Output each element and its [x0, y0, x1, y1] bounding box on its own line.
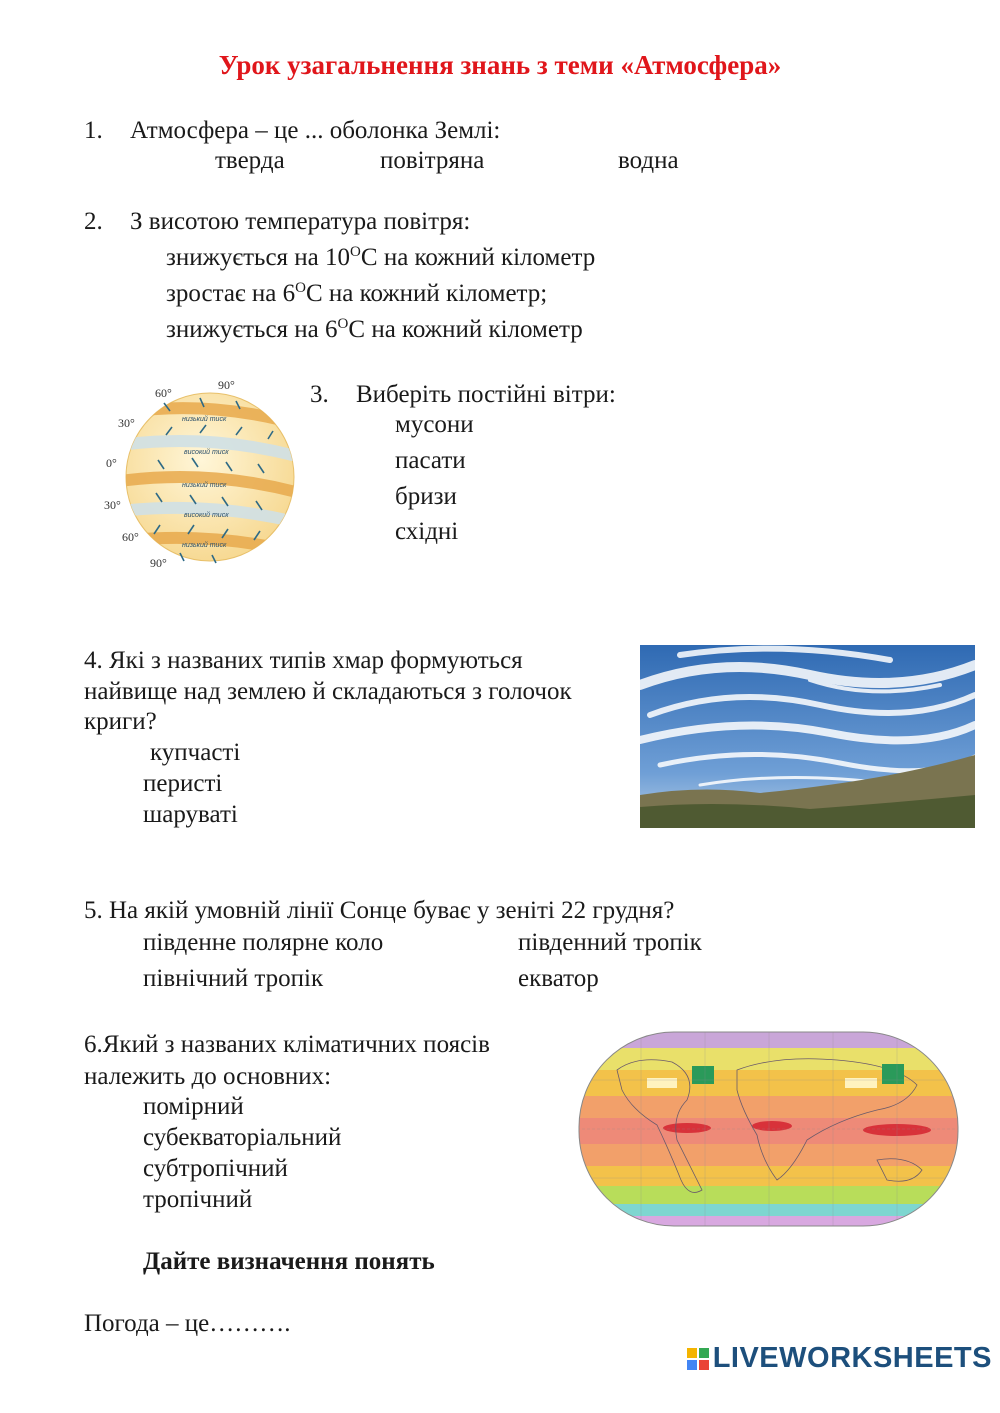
q5-option-2[interactable]: південний тропік: [518, 929, 702, 956]
belt-label-3: низький тиск: [182, 482, 227, 489]
definitions-heading: Дайте визначення понять: [143, 1248, 435, 1275]
q2-option-3[interactable]: знижується на $6^OC$ на кожний кілометр: [166, 316, 583, 343]
question-4-line-2: найвище над землею й складаються з голочок: [84, 678, 572, 705]
q1-option-1[interactable]: тверда: [215, 147, 285, 174]
question-1-rest: – це ... оболонка Землі:: [248, 117, 501, 144]
liveworksheets-logo[interactable]: [687, 1342, 992, 1375]
belt-label-5: низький тиск: [182, 542, 227, 549]
lat-label-0: 0°: [106, 456, 117, 470]
q1-option-3[interactable]: водна: [618, 147, 679, 174]
belt-label-1: низький тиск: [182, 416, 227, 423]
belt-label-2: високий тиск: [184, 449, 229, 456]
q5-option-4[interactable]: екватор: [518, 965, 599, 992]
belt-label-4: високий тиск: [184, 512, 229, 519]
lat-label-60-south: 60°: [122, 530, 139, 544]
question-6-line-2: належить до основних:: [84, 1063, 332, 1090]
lat-label-30-north: 30°: [118, 416, 135, 430]
q2-option-1[interactable]: знижується на $10^OC$ на кожний кілометр: [166, 244, 596, 271]
q3-option-3[interactable]: бризи: [395, 483, 457, 510]
q6-option-2[interactable]: субекваторіальний: [143, 1124, 342, 1151]
q3-option-1[interactable]: мусони: [395, 411, 474, 438]
page-title: Урок узагальнення знань з теми «Атмосфера»: [218, 50, 782, 80]
pressure-belts-globe-figure: [100, 375, 300, 575]
liveworksheets-icon: [687, 1348, 709, 1370]
q3-option-2[interactable]: пасати: [395, 447, 466, 474]
q6-option-3[interactable]: субтропічний: [143, 1155, 288, 1182]
question-2-number: 2.: [84, 208, 103, 235]
cirrus-clouds-photo: [640, 645, 975, 828]
lat-label-90-north: 90°: [218, 378, 235, 392]
question-3-text: Виберіть постійні вітри:: [356, 381, 616, 408]
question-5-text: 5. На якій умовній лінії Сонце буває у зеніті 22 грудня?: [84, 897, 675, 924]
question-4-line-3: криги?: [84, 708, 157, 735]
liveworksheets-wordmark: LIVEWORKSHEETS: [712, 1342, 992, 1374]
lat-label-30-south: 30°: [104, 498, 121, 512]
q2-option-2[interactable]: зростає на $6^OC$ на кожний кілометр;: [166, 280, 548, 307]
question-1-number: 1.: [84, 117, 103, 144]
weather-definition-prompt: Погода – це……….: [84, 1310, 291, 1337]
question-2-text: З висотою температура повітря:: [130, 208, 471, 235]
q3-option-4[interactable]: східні: [395, 518, 459, 545]
q1-option-2[interactable]: повітряна: [380, 147, 485, 174]
q6-option-4[interactable]: тропічний: [143, 1186, 253, 1213]
q5-option-1[interactable]: південне полярне коло: [143, 929, 384, 956]
lat-label-60-north: 60°: [155, 386, 172, 400]
question-4-line-1: 4. Які з названих типів хмар формуються: [84, 647, 523, 674]
climate-zones-map: [577, 1030, 960, 1228]
q6-option-1[interactable]: помірний: [143, 1093, 244, 1120]
question-1-term: Атмосфера: [130, 117, 249, 144]
lat-label-90-south: 90°: [150, 556, 167, 570]
q5-option-3[interactable]: північний тропік: [143, 965, 324, 992]
q4-option-3[interactable]: шаруваті: [143, 801, 238, 828]
question-3-number: 3.: [310, 381, 329, 408]
q4-option-1[interactable]: купчасті: [150, 739, 241, 766]
question-1-text: [130, 116, 500, 146]
q4-option-2[interactable]: перисті: [143, 770, 223, 797]
question-6-line-1: 6.Який з названих кліматичних поясів: [84, 1031, 490, 1058]
